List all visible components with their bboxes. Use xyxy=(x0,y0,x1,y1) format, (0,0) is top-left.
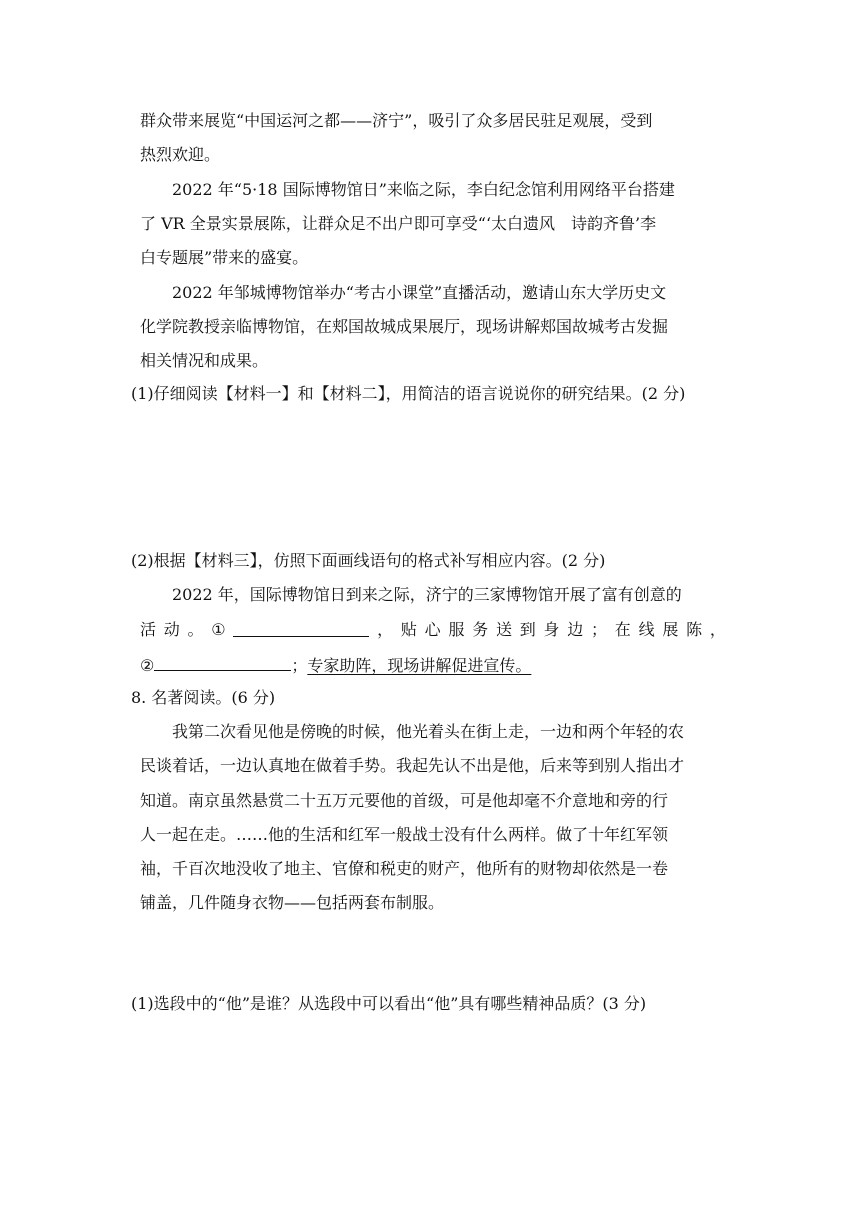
material-three-line-8: 相关情况和成果。 xyxy=(140,351,269,370)
q2-underlined-example: 专家助阵，现场讲解促进宣传。 xyxy=(307,656,532,675)
material-three-line-3: 2022 年“5·18 国际博物馆日”来临之际，李白纪念馆利用网络平台搭建 xyxy=(172,180,675,199)
q2-char: 边 xyxy=(567,620,584,639)
q2-char: 活 xyxy=(140,620,157,639)
q2-char: 线 xyxy=(638,620,655,639)
excerpt-line-6: 铺盖，几件随身衣物——包括两套布制服。 xyxy=(140,893,445,912)
section-8-question-1: (1)选段中的“他”是谁？从选段中可以看出“他”具有哪些精神品质？(3 分) xyxy=(131,994,647,1013)
q2-char: 送 xyxy=(495,620,512,639)
question-2-line-2 xyxy=(140,620,726,640)
material-three-line-2: 热烈欢迎。 xyxy=(140,145,221,164)
excerpt-line-4: 人一起在走。……他的生活和红军一般战士没有什么两样。做了十年红军领 xyxy=(140,825,669,844)
q2-char: 身 xyxy=(543,620,560,639)
q2-char: ， xyxy=(377,620,394,639)
material-three-line-4: 了 VR 全景实景展陈，让群众足不出户即可享受“‘太白遗风 诗韵齐鲁’李 xyxy=(140,214,657,233)
q2-char: 在 xyxy=(614,620,631,639)
q2-char: 务 xyxy=(472,620,489,639)
material-three-line-5: 白专题展”带来的盛宴。 xyxy=(140,248,309,267)
material-three-line-7: 化学院教授亲临博物馆，在郏国故城成果展厅，现场讲解郏国故城考古发掘 xyxy=(140,317,669,336)
q2-char: 动 xyxy=(163,620,180,639)
q2-char: 贴 xyxy=(400,620,417,639)
q2-separator: ； xyxy=(291,656,308,675)
q2-char: ； xyxy=(591,620,608,639)
section-8-heading: 8. 名著阅读。(6 分) xyxy=(131,688,276,707)
question-2-prompt: (2)根据【材料三】，仿照下面画线语句的格式补写相应内容。(2 分) xyxy=(131,551,606,570)
question-2-line-1: 2022 年，国际博物馆日到来之际，济宁的三家博物馆开展了富有创意的 xyxy=(172,585,682,604)
q2-char: ① xyxy=(211,620,226,639)
excerpt-line-5: 袖，千百次地没收了地主、官僚和税吏的财产，他所有的财物却依然是一卷 xyxy=(140,859,669,878)
answer-blank-1[interactable] xyxy=(233,620,369,637)
question-1: (1)仔细阅读【材料一】和【材料二】，用简洁的语言说说你的研究结果。(2 分) xyxy=(131,384,686,403)
q2-char: 陈 xyxy=(686,620,703,639)
excerpt-line-3: 知道。南京虽然悬赏二十五万元要他的首级，可是他却毫不介意地和旁的行 xyxy=(140,791,669,810)
question-2-line-3 xyxy=(140,654,531,676)
material-three-line-1: 群众带来展览“中国运河之都——济宁”，吸引了众多居民驻足观展，受到 xyxy=(140,111,653,130)
q2-char: 。 xyxy=(187,620,204,639)
material-three-line-6: 2022 年邹城博物馆举办“考古小课堂”直播活动，邀请山东大学历史文 xyxy=(172,283,667,302)
q2-char: ， xyxy=(709,620,726,639)
q2-char: 心 xyxy=(424,620,441,639)
answer-blank-2[interactable] xyxy=(154,654,291,671)
q2-mark-2: ② xyxy=(140,656,155,675)
excerpt-line-2: 民谈着话，一边认真地在做着手势。我起先认不出是他，后来等到别人指出才 xyxy=(140,756,685,775)
q2-char: 服 xyxy=(448,620,465,639)
q2-char: 到 xyxy=(519,620,536,639)
q2-char: 展 xyxy=(662,620,679,639)
excerpt-line-1: 我第二次看见他是傍晚的时候，他光着头在街上走，一边和两个年轻的农 xyxy=(172,722,685,741)
